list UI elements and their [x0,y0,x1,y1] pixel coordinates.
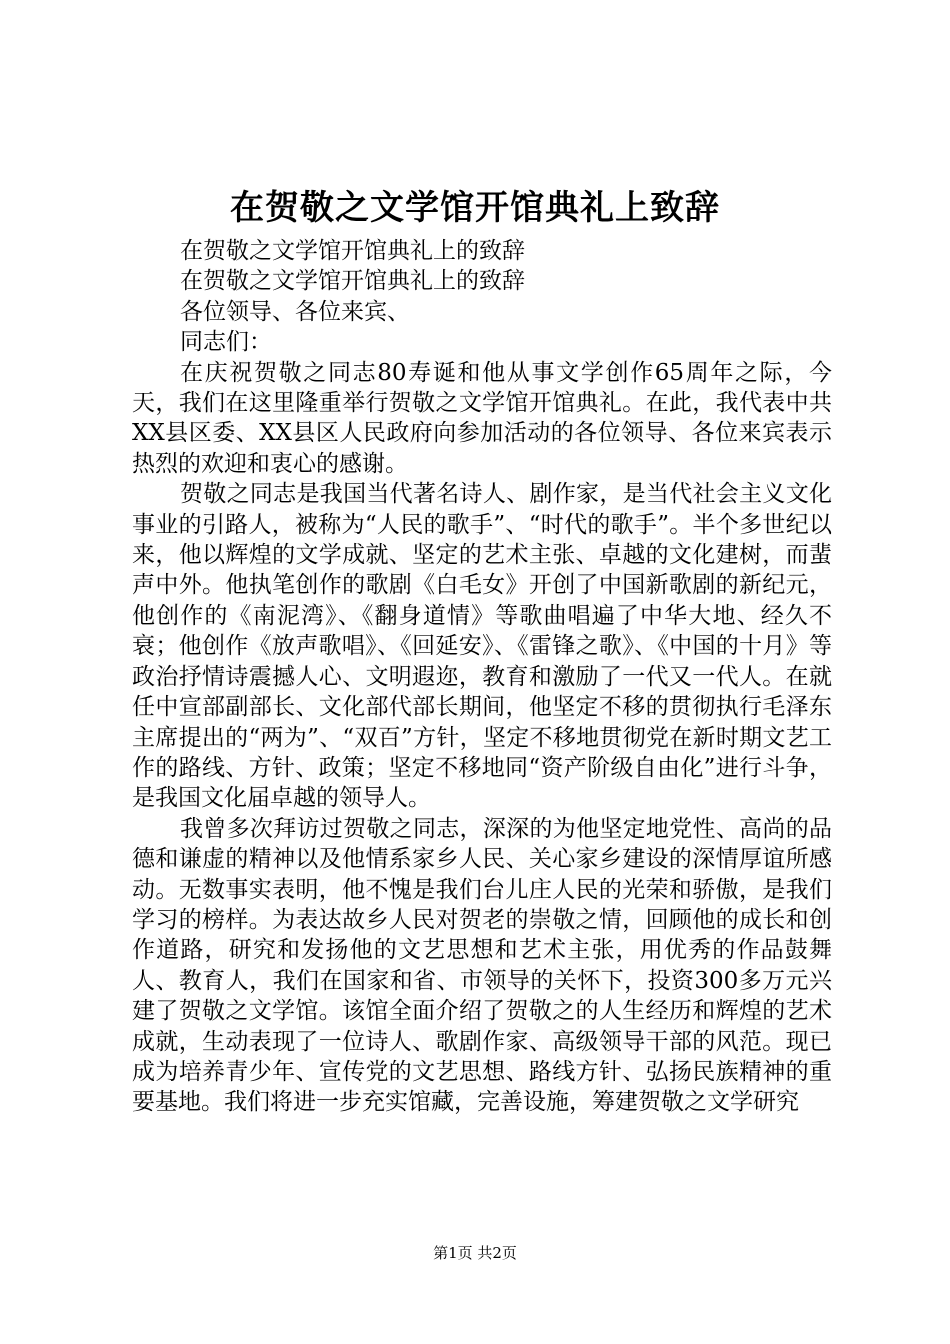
subtitle-line: 在贺敬之文学馆开馆典礼上的致辞 [180,238,525,264]
body-paragraph: 我曾多次拜访过贺敬之同志，深深的为他坚定地党性、高尚的品德和谦虚的精神以及他情系家乡人民、关心家乡建设的深情厚谊所感动。无数事实表明，他不愧是我们台儿庄人民的光荣和骄傲，是我们学习的榜样。为表达故乡人民对贺老的崇敬之情，回顾他的成长和创作道路，研究和发扬他的文艺思想和艺术主张，用优秀的作品鼓舞人、教育人，我们在国家和省、市领导的关怀下，投资300多万元兴建了贺敬之文学馆。该馆全面介绍了贺敬之的人生经历和辉煌的艺术成就，生动表现了一位诗人、歌剧作家、高级领导干部的风范。现已成为培养青少年、宣传党的文艺思想、路线方针、弘扬民族精神的重要基地。我们将进一步充实馆藏，完善设施，筹建贺敬之文学研究 [132,815,832,1116]
body-paragraph: 在庆祝贺敬之同志80寿诞和他从事文学创作65周年之际，今天，我们在这里隆重举行贺敬之文学馆开馆典礼。在此，我代表中共XX县区委、XX县区人民政府向参加活动的各位领导、各位来宾表示热烈的欢迎和衷心的感谢。 [132,359,832,477]
document-body [132,236,832,1118]
body-paragraph: 贺敬之同志是我国当代著名诗人、剧作家，是当代社会主义文化事业的引路人，被称为“人民的歌手”、“时代的歌手”。半个多世纪以来，他以辉煌的文学成就、坚定的艺术主张、卓越的文化建树，而蜚声中外。他执笔创作的歌剧《白毛女》开创了中国新歌剧的新纪元，他创作的《南泥湾》、《翻身道情》等歌曲唱遍了中华大地、经久不衰；他创作《放声歌唱》、《回延安》、《雷锋之歌》、《中国的十月》等政治抒情诗震撼人心、文明遐迩，教育和激励了一代又一代人。在就任中宣部副部长、文化部代部长期间，他坚定不移的贯彻执行毛泽东主席提出的“两为”、“双百”方针，坚定不移地贯彻党在新时期文艺工作的路线、方针、政策；坚定不移地同“资产阶级自由化”进行斗争，是我国文化届卓越的领导人。 [132,481,832,812]
salutation-line: 同志们： [180,329,272,356]
subtitle-line: 在贺敬之文学馆开馆典礼上的致辞 [180,268,525,295]
salutation-line: 各位领导、各位来宾、 [180,298,410,325]
document-title: 在贺敬之文学馆开馆典礼上致辞 [230,188,720,228]
page-number: 第1页 共2页 [433,1244,517,1262]
